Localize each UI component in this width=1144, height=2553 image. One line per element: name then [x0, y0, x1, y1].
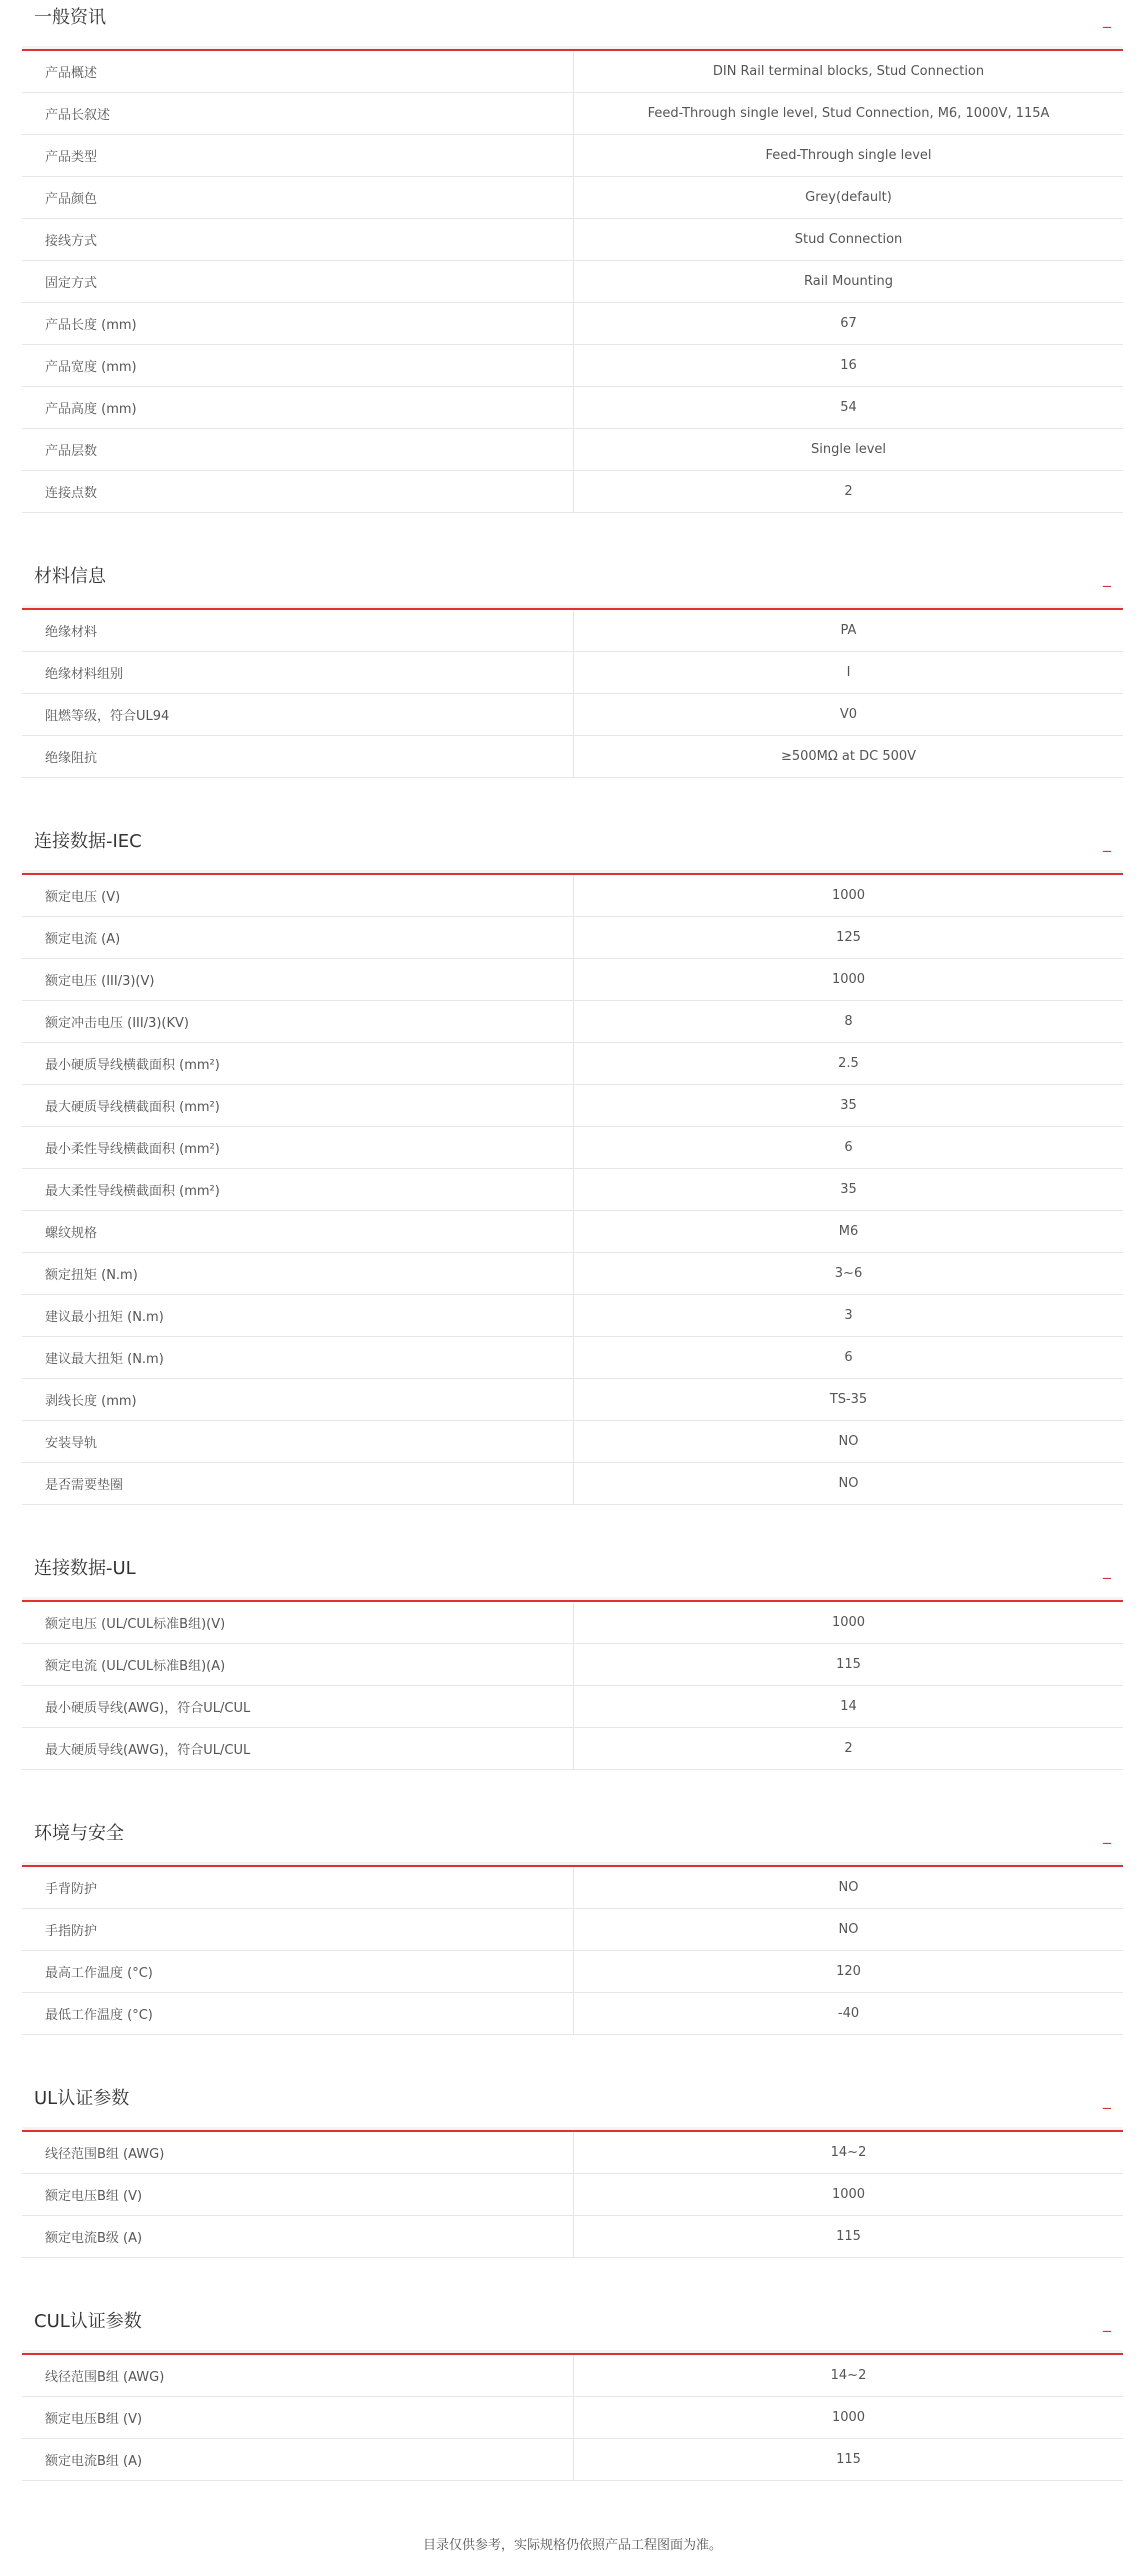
spec-key: 额定电流 (UL/CUL标准B组)(A)	[22, 1644, 574, 1686]
spec-key: 绝缘阻抗	[22, 736, 574, 778]
spec-value: 2.5	[574, 1043, 1124, 1085]
spec-value: DIN Rail terminal blocks, Stud Connection	[574, 51, 1124, 93]
section-header[interactable]	[22, 559, 1123, 605]
table-row	[22, 345, 1123, 387]
spec-value: 67	[574, 303, 1124, 345]
spec-value: 3	[574, 1295, 1124, 1337]
spec-table	[22, 1867, 1123, 2035]
table-row	[22, 219, 1123, 261]
spec-value: 120	[574, 1951, 1124, 1993]
table-row	[22, 1602, 1123, 1644]
table-row	[22, 1085, 1123, 1127]
spec-value: 125	[574, 917, 1124, 959]
table-row	[22, 1644, 1123, 1686]
spec-page	[22, 0, 1123, 2553]
table-row	[22, 1001, 1123, 1043]
spec-value: 14~2	[574, 2355, 1124, 2397]
spec-value: 2	[574, 471, 1124, 513]
table-row	[22, 1463, 1123, 1505]
spec-key: 额定电流B级 (A)	[22, 2216, 574, 2258]
spec-key: 最高工作温度 (°C)	[22, 1951, 574, 1993]
spec-value: 115	[574, 2216, 1124, 2258]
spec-value: 14~2	[574, 2132, 1124, 2174]
spec-key: 阻燃等级，符合UL94	[22, 694, 574, 736]
spec-table	[22, 2355, 1123, 2481]
spec-table	[22, 610, 1123, 778]
spec-key: 额定冲击电压 (III/3)(KV)	[22, 1001, 574, 1043]
spec-section	[22, 559, 1123, 778]
spec-key: 建议最大扭矩 (N.m)	[22, 1337, 574, 1379]
spec-key: 额定电流B组 (A)	[22, 2439, 574, 2481]
spec-value: 6	[574, 1127, 1124, 1169]
spec-value: 16	[574, 345, 1124, 387]
table-row	[22, 261, 1123, 303]
spec-value: Stud Connection	[574, 219, 1124, 261]
table-row	[22, 610, 1123, 652]
spec-value: 3~6	[574, 1253, 1124, 1295]
spec-value: ≥500MΩ at DC 500V	[574, 736, 1124, 778]
table-row	[22, 2355, 1123, 2397]
section-header[interactable]	[22, 2304, 1123, 2350]
table-row	[22, 917, 1123, 959]
spec-value: 1000	[574, 959, 1124, 1001]
table-row	[22, 135, 1123, 177]
spec-key: 额定电流 (A)	[22, 917, 574, 959]
table-row	[22, 1867, 1123, 1909]
table-row	[22, 93, 1123, 135]
spec-key: 最大柔性导线横截面积 (mm²)	[22, 1169, 574, 1211]
spec-key: 额定电压 (UL/CUL标准B组)(V)	[22, 1602, 574, 1644]
spec-key: 产品类型	[22, 135, 574, 177]
spec-key: 剥线长度 (mm)	[22, 1379, 574, 1421]
spec-value: 1000	[574, 875, 1124, 917]
table-row	[22, 694, 1123, 736]
table-row	[22, 1211, 1123, 1253]
table-row	[22, 2174, 1123, 2216]
collapse-icon[interactable]: _	[1103, 9, 1111, 28]
section-spacer	[22, 2258, 1123, 2304]
spec-table	[22, 875, 1123, 1505]
table-row	[22, 387, 1123, 429]
table-row	[22, 1686, 1123, 1728]
spec-key: 安装导轨	[22, 1421, 574, 1463]
spec-key: 产品宽度 (mm)	[22, 345, 574, 387]
section-header[interactable]	[22, 824, 1123, 870]
spec-value: I	[574, 652, 1124, 694]
table-row	[22, 303, 1123, 345]
collapse-icon[interactable]: _	[1103, 2090, 1111, 2109]
table-row	[22, 1337, 1123, 1379]
table-row	[22, 1295, 1123, 1337]
table-row	[22, 471, 1123, 513]
section-title: 连接数据-IEC	[34, 831, 142, 852]
spec-table	[22, 2132, 1123, 2258]
table-row	[22, 736, 1123, 778]
spec-section	[22, 1551, 1123, 1770]
spec-key: 固定方式	[22, 261, 574, 303]
section-spacer	[22, 1505, 1123, 1551]
spec-key: 额定电压 (III/3)(V)	[22, 959, 574, 1001]
spec-value: 54	[574, 387, 1124, 429]
spec-table	[22, 1602, 1123, 1770]
spec-key: 线径范围B组 (AWG)	[22, 2132, 574, 2174]
spec-section	[22, 2081, 1123, 2258]
spec-value: -40	[574, 1993, 1124, 2035]
spec-value: 35	[574, 1085, 1124, 1127]
spec-key: 额定电压B组 (V)	[22, 2397, 574, 2439]
table-row	[22, 1379, 1123, 1421]
spec-key: 手背防护	[22, 1867, 574, 1909]
table-row	[22, 177, 1123, 219]
spec-key: 产品颜色	[22, 177, 574, 219]
section-spacer	[22, 2035, 1123, 2081]
spec-value: 1000	[574, 2397, 1124, 2439]
spec-value: NO	[574, 1463, 1124, 1505]
spec-value: NO	[574, 1909, 1124, 1951]
table-row	[22, 1728, 1123, 1770]
spec-value: PA	[574, 610, 1124, 652]
spec-key: 产品层数	[22, 429, 574, 471]
spec-value: NO	[574, 1867, 1124, 1909]
spec-key: 手指防护	[22, 1909, 574, 1951]
section-title: CUL认证参数	[34, 2311, 142, 2332]
section-header[interactable]	[22, 1816, 1123, 1862]
spec-value: 1000	[574, 1602, 1124, 1644]
spec-key: 最小硬质导线(AWG)，符合UL/CUL	[22, 1686, 574, 1728]
spec-key: 是否需要垫圈	[22, 1463, 574, 1505]
spec-value: 8	[574, 1001, 1124, 1043]
spec-value: 2	[574, 1728, 1124, 1770]
spec-key: 绝缘材料组别	[22, 652, 574, 694]
table-row	[22, 875, 1123, 917]
table-row	[22, 652, 1123, 694]
section-spacer	[22, 778, 1123, 824]
spec-table	[22, 51, 1123, 513]
spec-value: Feed-Through single level, Stud Connection, M6, 1000V, 115A	[574, 93, 1124, 135]
spec-key: 额定电压 (V)	[22, 875, 574, 917]
spec-value: Grey(default)	[574, 177, 1124, 219]
spec-key: 最低工作温度 (°C)	[22, 1993, 574, 2035]
spec-key: 额定电压B组 (V)	[22, 2174, 574, 2216]
spec-section	[22, 0, 1123, 513]
spec-value: 6	[574, 1337, 1124, 1379]
spec-key: 最大硬质导线横截面积 (mm²)	[22, 1085, 574, 1127]
spec-section	[22, 2304, 1123, 2481]
table-row	[22, 1043, 1123, 1085]
spec-value: Rail Mounting	[574, 261, 1124, 303]
spec-key: 产品长叙述	[22, 93, 574, 135]
section-header[interactable]	[22, 2081, 1123, 2127]
spec-key: 最小柔性导线横截面积 (mm²)	[22, 1127, 574, 1169]
spec-value: V0	[574, 694, 1124, 736]
spec-key: 最大硬质导线(AWG)，符合UL/CUL	[22, 1728, 574, 1770]
spec-key: 绝缘材料	[22, 610, 574, 652]
spec-value: Feed-Through single level	[574, 135, 1124, 177]
table-row	[22, 2132, 1123, 2174]
spec-value: 35	[574, 1169, 1124, 1211]
section-title: 环境与安全	[34, 1823, 124, 1844]
spec-key: 连接点数	[22, 471, 574, 513]
spec-key: 产品长度 (mm)	[22, 303, 574, 345]
table-row	[22, 1169, 1123, 1211]
table-row	[22, 1993, 1123, 2035]
spec-key: 建议最小扭矩 (N.m)	[22, 1295, 574, 1337]
table-row	[22, 429, 1123, 471]
table-row	[22, 959, 1123, 1001]
section-spacer	[22, 1770, 1123, 1816]
spec-value: TS-35	[574, 1379, 1124, 1421]
spec-section	[22, 824, 1123, 1505]
spec-value: 115	[574, 1644, 1124, 1686]
table-row	[22, 1253, 1123, 1295]
table-row	[22, 2439, 1123, 2481]
spec-key: 产品高度 (mm)	[22, 387, 574, 429]
spec-key: 额定扭矩 (N.m)	[22, 1253, 574, 1295]
spec-key: 螺纹规格	[22, 1211, 574, 1253]
spec-value: NO	[574, 1421, 1124, 1463]
table-row	[22, 1909, 1123, 1951]
spec-value: 1000	[574, 2174, 1124, 2216]
footer-disclaimer: 目录仅供参考，实际规格仍依照产品工程图面为准。	[422, 2538, 722, 2553]
table-row	[22, 1127, 1123, 1169]
spec-value: Single level	[574, 429, 1124, 471]
spec-key: 最小硬质导线横截面积 (mm²)	[22, 1043, 574, 1085]
table-row	[22, 1421, 1123, 1463]
section-title: UL认证参数	[34, 2088, 130, 2109]
section-title: 连接数据-UL	[34, 1558, 136, 1579]
collapse-icon[interactable]: _	[1103, 1560, 1111, 1579]
spec-key: 产品概述	[22, 51, 574, 93]
section-header[interactable]	[22, 1551, 1123, 1597]
section-spacer	[22, 513, 1123, 559]
table-row	[22, 1951, 1123, 1993]
collapse-icon[interactable]: _	[1103, 2313, 1111, 2332]
section-title: 材料信息	[34, 566, 106, 587]
spec-value: M6	[574, 1211, 1124, 1253]
collapse-icon[interactable]: _	[1103, 568, 1111, 587]
spec-key: 线径范围B组 (AWG)	[22, 2355, 574, 2397]
spec-key: 接线方式	[22, 219, 574, 261]
spec-section	[22, 1816, 1123, 2035]
table-row	[22, 51, 1123, 93]
table-row	[22, 2397, 1123, 2439]
collapse-icon[interactable]: _	[1103, 1825, 1111, 1844]
spec-value: 14	[574, 1686, 1124, 1728]
section-title: 一般资讯	[34, 7, 106, 28]
table-row	[22, 2216, 1123, 2258]
spec-value: 115	[574, 2439, 1124, 2481]
section-header[interactable]	[22, 0, 1123, 46]
collapse-icon[interactable]: _	[1103, 833, 1111, 852]
